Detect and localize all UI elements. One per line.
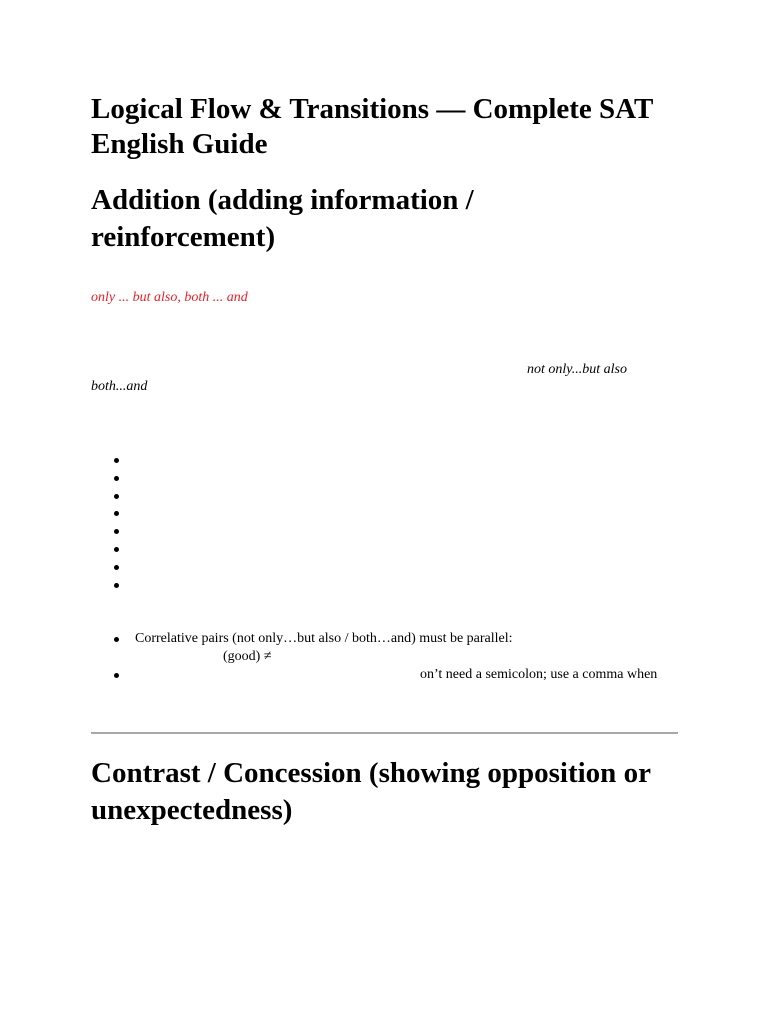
italic-fragment: both...and: [91, 379, 148, 394]
section-divider: [91, 732, 678, 734]
bullet-icon: [114, 476, 119, 481]
list-item: [91, 541, 131, 559]
notes-list: [91, 630, 691, 684]
list-item: [91, 559, 131, 577]
list-item: [91, 505, 131, 523]
list-item: [91, 470, 131, 488]
section-heading-contrast: Contrast / Concession (showing opposition or unexpectedness): [91, 757, 651, 826]
bullet-icon: [114, 583, 119, 588]
bullet-icon: [114, 547, 119, 552]
list-item: [91, 452, 131, 470]
list-item: [91, 666, 691, 684]
italic-fragment: not only...but also: [527, 362, 627, 377]
list-item: [91, 577, 131, 595]
note-continuation: (good) ≠: [223, 649, 272, 664]
document-title: Logical Flow & Transitions — Complete SAT English Guide: [91, 93, 653, 160]
list-item: [91, 630, 691, 666]
bullet-icon: [114, 511, 119, 516]
list-item: [91, 488, 131, 506]
bullet-icon: [114, 529, 119, 534]
bullet-icon: [114, 637, 119, 642]
bullet-icon: [114, 494, 119, 499]
list-item: [91, 523, 131, 541]
section-heading-addition: Addition (adding information / reinforcement): [91, 184, 474, 253]
note-text: Correlative pairs (not only…but also / both…and) must be parallel:: [135, 631, 513, 646]
bullet-icon: [114, 673, 119, 678]
bullet-list: [91, 452, 131, 594]
note-text: on’t need a semicolon; use a comma when: [420, 667, 658, 682]
highlight-examples: only ... but also, both ... and: [91, 290, 248, 305]
bullet-icon: [114, 565, 119, 570]
bullet-icon: [114, 458, 119, 463]
